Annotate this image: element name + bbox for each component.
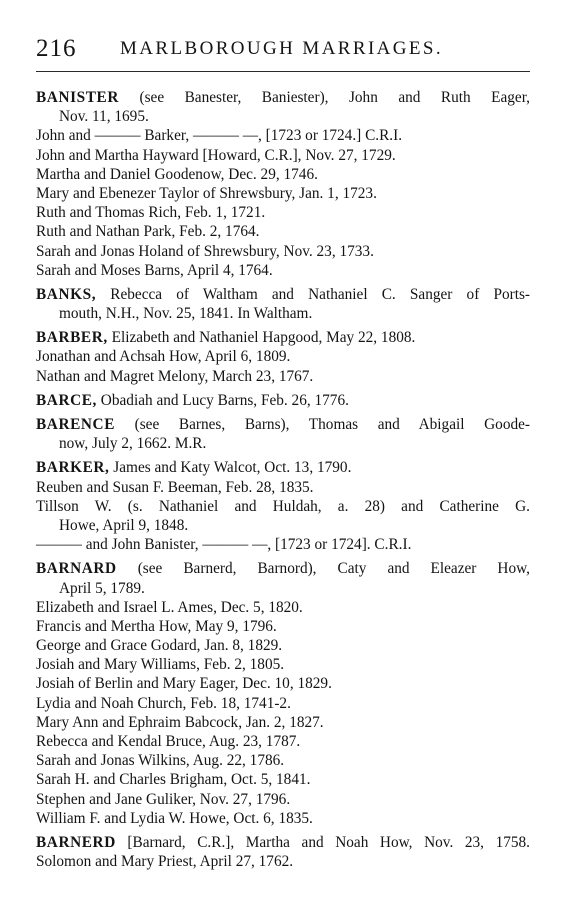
entry-line xyxy=(36,598,530,617)
entry-surname: BARNERD xyxy=(36,833,116,851)
entry-text: John and ——— Barker, ——— —, [1723 or 1724.] C.R.I. xyxy=(36,127,403,145)
entry-continuation-line xyxy=(36,304,530,323)
entry-text: Sarah and Jonas Wilkins, Aug. 22, 1786. xyxy=(36,752,285,770)
entry-line xyxy=(36,242,530,261)
entry-text: Sarah and Moses Barns, April 4, 1764. xyxy=(36,261,273,279)
entry-line xyxy=(36,833,530,852)
entry-surname: BARCE, xyxy=(36,391,97,409)
entry-text: Solomon and Mary Priest, April 27, 1762. xyxy=(36,853,294,871)
entry-line xyxy=(36,809,530,828)
entry-block xyxy=(36,559,530,828)
entry-text: Josiah of Berlin and Mary Eager, Dec. 10, 1829. xyxy=(36,675,332,693)
entry-text: Tillson W. (s. Nathaniel and Huldah, a. 28) and Catherine G. xyxy=(36,497,530,515)
entry-line xyxy=(36,458,530,477)
entry-line xyxy=(36,222,530,241)
header-rule xyxy=(36,71,530,72)
marriage-entries xyxy=(36,88,530,871)
entry-line xyxy=(36,790,530,809)
entry-continuation-line xyxy=(36,107,530,126)
entry-block xyxy=(36,88,530,280)
entry-line xyxy=(36,165,530,184)
entry-continuation-line xyxy=(36,579,530,598)
running-title: MARLBOROUGH MARRIAGES. xyxy=(120,38,444,59)
entry-text: Jonathan and Achsah How, April 6, 1809. xyxy=(36,348,291,366)
entry-line xyxy=(36,88,530,107)
entry-line xyxy=(36,126,530,145)
entry-block xyxy=(36,458,530,554)
entry-block xyxy=(36,328,530,386)
entry-line xyxy=(36,347,530,366)
entry-surname: BARNARD xyxy=(36,560,117,578)
entry-line xyxy=(36,367,530,386)
entry-line xyxy=(36,261,530,280)
entry-line xyxy=(36,478,530,497)
entry-line xyxy=(36,636,530,655)
entry-block xyxy=(36,833,530,871)
entry-line xyxy=(36,535,530,554)
entry-text: now, July 2, 1662. M.R. xyxy=(59,435,207,453)
entry-text: (see Banester, Baniester), John and Ruth Eager, xyxy=(119,89,530,106)
entry-text: Mary Ann and Ephraim Babcock, Jan. 2, 1827. xyxy=(36,713,324,731)
entry-line xyxy=(36,497,530,516)
entry-block xyxy=(36,285,530,323)
entry-text: Sarah and Jonas Holand of Shrewsbury, Nov. 23, 1733. xyxy=(36,242,374,260)
entry-text: Francis and Mertha How, May 9, 1796. xyxy=(36,617,277,635)
entry-text: (see Barnes, Barns), Thomas and Abigail Goode- xyxy=(115,416,530,433)
entry-line xyxy=(36,694,530,713)
entry-line xyxy=(36,285,530,304)
entry-line xyxy=(36,184,530,203)
entry-text: (see Barnerd, Barnord), Caty and Eleazer How, xyxy=(116,560,530,578)
entry-line xyxy=(36,713,530,732)
entry-text: Rebecca and Kendal Bruce, Aug. 23, 1787. xyxy=(36,733,301,750)
entry-text: Obadiah and Lucy Barns, Feb. 26, 1776. xyxy=(96,391,349,409)
entry-text: Reuben and Susan F. Beeman, Feb. 28, 1835. xyxy=(36,478,314,496)
entry-text: Howe, April 9, 1848. xyxy=(59,516,189,534)
entry-text: April 5, 1789. xyxy=(59,579,145,597)
entry-line xyxy=(36,751,530,770)
entry-surname: BANISTER xyxy=(36,89,120,106)
entry-block xyxy=(36,391,530,410)
entry-text: Martha and Daniel Goodenow, Dec. 29, 1746. xyxy=(36,165,318,183)
entry-text: Ruth and Nathan Park, Feb. 2, 1764. xyxy=(36,223,260,241)
page-number: 216 xyxy=(36,35,77,62)
entry-text: William F. and Lydia W. Howe, Oct. 6, 1835. xyxy=(36,809,313,827)
entry-continuation-line xyxy=(36,434,530,453)
entry-line xyxy=(36,415,530,434)
entry-line xyxy=(36,655,530,674)
entry-text: Stephen and Jane Guliker, Nov. 27, 1796. xyxy=(36,790,291,808)
entry-text: Sarah H. and Charles Brigham, Oct. 5, 1841. xyxy=(36,771,311,789)
page-header xyxy=(36,34,530,64)
entry-continuation-line xyxy=(36,516,530,535)
entry-text: Ruth and Thomas Rich, Feb. 1, 1721. xyxy=(36,204,266,222)
entry-text: Josiah and Mary Williams, Feb. 2, 1805. xyxy=(36,656,285,674)
entry-text: Elizabeth and Nathaniel Hapgood, May 22, 1808. xyxy=(107,329,416,347)
entry-text: James and Katy Walcot, Oct. 13, 1790. xyxy=(109,459,352,477)
entry-line xyxy=(36,617,530,636)
entry-block xyxy=(36,415,530,453)
entry-surname: BANKS, xyxy=(36,285,97,303)
entry-line xyxy=(36,852,530,871)
entry-surname: BARKER, xyxy=(36,459,110,477)
entry-line xyxy=(36,203,530,222)
entry-line xyxy=(36,146,530,165)
entry-line xyxy=(36,732,530,751)
entry-text: ——— and John Banister, ——— —, [1723 or 1724]. C.R.I. xyxy=(36,536,412,554)
entry-line xyxy=(36,328,530,347)
entry-line xyxy=(36,674,530,693)
entry-surname: BARENCE xyxy=(36,416,115,433)
entry-text: George and Grace Godard, Jan. 8, 1829. xyxy=(36,637,283,655)
entry-text: Elizabeth and Israel L. Ames, Dec. 5, 1820. xyxy=(36,598,303,616)
entry-text: John and Martha Hayward [Howard, C.R.], Nov. 27, 1729. xyxy=(36,146,396,164)
entry-line xyxy=(36,559,530,578)
entry-surname: BARBER, xyxy=(36,329,108,347)
entry-text: Mary and Ebenezer Taylor of Shrewsbury, Jan. 1, 1723. xyxy=(36,184,377,202)
entry-line xyxy=(36,770,530,789)
entry-text: Nathan and Magret Melony, March 23, 1767. xyxy=(36,367,314,385)
entry-text: [Barnard, C.R.], Martha and Noah How, Nov. 23, 1758. xyxy=(115,833,530,851)
entry-line xyxy=(36,391,530,410)
entry-text: Rebecca of Waltham and Nathaniel C. Sanger of Ports- xyxy=(96,285,530,303)
entry-text: Nov. 11, 1695. xyxy=(59,108,149,126)
entry-text: Lydia and Noah Church, Feb. 18, 1741-2. xyxy=(36,694,291,712)
entry-text: mouth, N.H., Nov. 25, 1841. In Waltham. xyxy=(59,305,313,323)
